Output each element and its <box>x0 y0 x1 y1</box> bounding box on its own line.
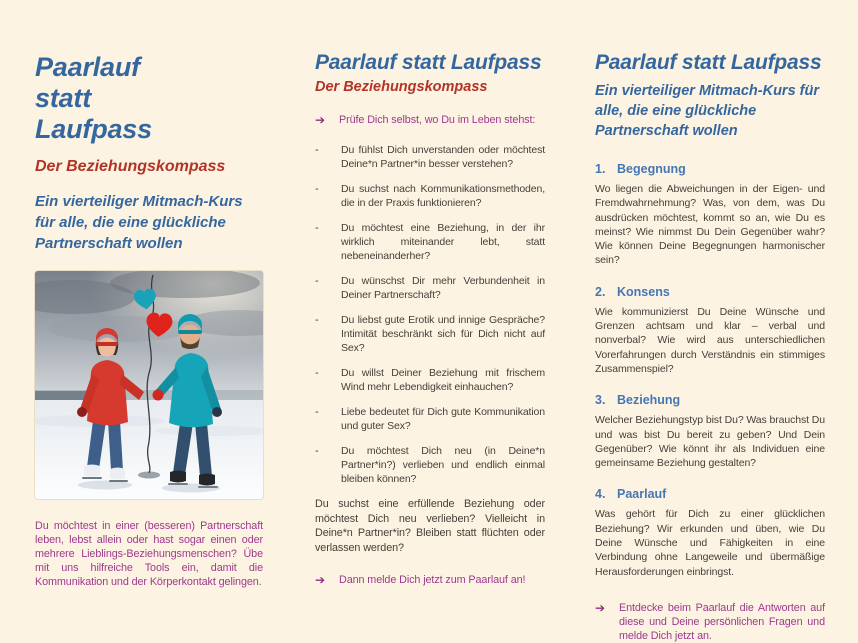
arrow-icon: ➔ <box>315 113 326 127</box>
panel-cover <box>0 0 286 612</box>
dash-icon: - <box>315 367 319 379</box>
dash-icon: - <box>315 144 319 156</box>
panel-checklist <box>286 0 572 612</box>
cover-tagline: Ein vierteiliger Mitmach-Kurs für alle, die eine glückliche Partnerschaft wollen <box>35 193 243 252</box>
checklist-closing-text: Du suchst eine erfüllende Beziehung oder möchtest Dich neu verlieben? Vielleicht in Deine*n Partner*in? Bleiben statt flüchten oder verlassen werden? <box>315 498 545 554</box>
checklist-item-text: Du fühlst Dich unverstanden oder möchtest Deine*n Partner*in besser verstehen? <box>341 144 545 170</box>
dash-icon: - <box>315 406 319 418</box>
module-section <box>595 487 825 578</box>
checklist-lead <box>315 113 545 127</box>
cover-title <box>35 52 263 145</box>
checklist-item-text: Du wünschst Dir mehr Verbundenheit in Deiner Partnerschaft? <box>341 275 545 301</box>
cover-title-line: Laufpass <box>35 114 152 144</box>
checklist-item <box>315 444 545 486</box>
checklist-item-text: Liebe bedeutet für Dich gute Kommunikation und guter Sex? <box>341 406 545 432</box>
cover-title-line: Paarlauf <box>35 52 140 82</box>
checklist-item <box>315 313 545 355</box>
checklist-item-text: Du liebst gute Erotik und innige Gespräche? Intimität beschränkt sich für Dich nicht auf Sex? <box>341 314 545 354</box>
checklist-subtitle: Der Beziehungskompass <box>315 79 488 95</box>
module-heading <box>595 285 825 300</box>
checklist-item <box>315 182 545 210</box>
checklist-item <box>315 405 545 433</box>
couple-skating-illustration <box>35 271 263 499</box>
module-body: Was gehört für Dich zu einer glücklichen Beziehung? Wir erkunden und üben, wie Du Deine Wünsche und Fähigkeiten in eine Verbindung ohne Langeweile und übermäßige Herausforderungen einbringst. <box>595 508 825 578</box>
checklist <box>315 143 545 486</box>
module-number: 1. <box>595 162 606 176</box>
module-heading <box>595 162 825 177</box>
module-number: 4. <box>595 487 606 502</box>
checklist-item-text: Du möchtest Dich neu (in Deine*n Partner*in?) verlieben und endlich einmal bleiben können? <box>341 445 545 485</box>
couple-skating-photo <box>35 271 263 499</box>
checklist-lead-text: Prüfe Dich selbst, wo Du im Leben stehst: <box>339 114 536 126</box>
checklist-title: Paarlauf statt Laufpass <box>315 51 542 74</box>
checklist-item-text: Du suchst nach Kommunikationsmethoden, die in der Praxis funktionieren? <box>341 183 545 209</box>
cover-subtitle: Der Beziehungskompass <box>35 158 226 175</box>
dash-icon: - <box>315 445 319 457</box>
module-section <box>595 393 825 470</box>
dash-icon: - <box>315 222 319 234</box>
module-heading <box>595 487 825 502</box>
discover-cta <box>595 601 825 643</box>
discover-cta-text: Entdecke beim Paarlauf die Antworten auf diese und Deine persönlichen Fragen und melde Dich jetzt an. <box>619 601 825 642</box>
module-name: Begegnung <box>617 162 686 176</box>
checklist-item-text: Du möchtest eine Beziehung, in der ihr wirklich miteinander lebt, statt nebeneinanderher? <box>341 222 545 262</box>
module-heading <box>595 393 825 408</box>
module-name: Beziehung <box>617 393 681 408</box>
module-name: Paarlauf <box>617 487 667 502</box>
module-body: Wo liegen die Abweichungen in der Eigen- und Fremdwahrnehmung? Was, von dem, was Du ausdrücken möchtest, kommt so an, wie Du es meinst? Wie nimmst Du Dein Gegenüber wahr? Wie können Deine Begegnungen harmonischer sein? <box>595 183 825 267</box>
module-body: Wie kommunizierst Du Deine Wünsche und Grenzen achtsam und klar – verbal und nonverbal? Wie wird aus unterschiedlichen Vorerfahrungen durch Verständnis ein stimmiges Zusammenspiel? <box>595 305 825 375</box>
module-number: 2. <box>595 284 606 299</box>
modules-title: Paarlauf statt Laufpass <box>595 51 822 74</box>
checklist-item <box>315 143 545 171</box>
checklist-item <box>315 221 545 263</box>
module-body: Welcher Beziehungstyp bist Du? Was brauchst Du und was bist Du bereit zu geben? Und Dein Gegenüber? Wie könnt ihr als Individuen eine gemeinsame Beziehung gestalten? <box>595 414 826 470</box>
checklist-item <box>315 274 545 302</box>
cover-title-line: statt <box>35 83 92 113</box>
cover-intro-text: Du möchtest in einer (besseren) Partnerschaft leben, lebst allein oder hast sogar einen oder mehrere Lieblings-Beziehungsmenschen? Übe mit uns hilfreiche Tools ein, damit die Kommunikation und der Körperkontakt gelingen. <box>35 520 263 588</box>
dash-icon: - <box>315 183 319 195</box>
modules-tagline: Ein vierteiliger Mitmach-Kurs für alle, die eine glückliche Partnerschaft wollen <box>595 83 819 139</box>
arrow-icon: ➔ <box>315 573 326 587</box>
checklist-item-text: Du willst Deiner Beziehung mit frischem Wind mehr Lebendigkeit einhauchen? <box>341 367 545 393</box>
checklist-item <box>315 366 545 394</box>
module-number: 3. <box>595 393 606 408</box>
dash-icon: - <box>315 275 319 287</box>
dash-icon: - <box>315 314 319 326</box>
panel-modules <box>572 0 858 642</box>
signup-cta-text: Dann melde Dich jetzt zum Paarlauf an! <box>339 574 526 586</box>
module-section <box>595 285 825 376</box>
signup-cta <box>315 573 545 587</box>
module-section <box>595 162 825 268</box>
module-name: Konsens <box>617 284 670 299</box>
arrow-icon: ➔ <box>595 600 606 615</box>
